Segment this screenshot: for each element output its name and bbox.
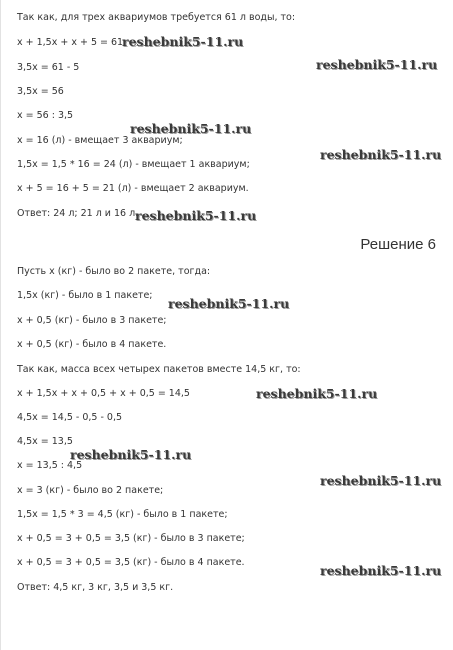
equation-line: 1,5x = 1,5 * 3 = 4,5 (кг) - было в 1 пакете; [17,509,228,520]
equation-line: x + 0,5 (кг) - было в 3 пакете; [17,315,167,326]
equation-line: x + 1,5x + x + 0,5 + x + 0,5 = 14,5 [17,388,190,399]
equation-line: 1,5x (кг) - было в 1 пакете; [17,290,153,301]
equation-line: x + 0,5 = 3 + 0,5 = 3,5 (кг) - было в 3 пакете; [17,533,245,544]
watermark: reshebnik5-11.ru [256,386,378,401]
watermark: reshebnik5-11.ru [316,57,438,72]
watermark: reshebnik5-11.ru [70,447,192,462]
watermark: reshebnik5-11.ru [130,121,252,136]
answer-line: Ответ: 4,5 кг, 3 кг, 3,5 и 3,5 кг. [17,582,174,593]
watermark: reshebnik5-11.ru [320,473,442,488]
equation-line: x = 3 (кг) - было во 2 пакете; [17,485,164,496]
text-line: Так как, масса всех четырех пакетов вместе 14,5 кг, то: [17,364,301,375]
answer-line: Ответ: 24 л; 21 л и 16 л. [17,208,139,219]
equation-line: x + 0,5 = 3 + 0,5 = 3,5 (кг) - было в 4 пакете. [17,557,245,568]
equation-line: x + 0,5 (кг) - было в 4 пакете. [17,339,167,350]
equation-line: 1,5x = 1,5 * 16 = 24 (л) - вмещает 1 аквариум; [17,159,250,170]
watermark: reshebnik5-11.ru [122,34,244,49]
equation-line: 4,5x = 14,5 - 0,5 - 0,5 [17,412,123,423]
watermark: reshebnik5-11.ru [320,147,442,162]
equation-line: x = 13,5 : 4,5 [17,460,83,471]
equation-line: 3,5x = 61 - 5 [17,62,80,73]
watermark: reshebnik5-11.ru [168,296,290,311]
equation-line: x = 56 : 3,5 [17,110,74,121]
equation-line: x = 16 (л) - вмещает 3 аквариум; [17,135,183,146]
equation-line: x + 1,5x + x + 5 = 61 [17,37,124,48]
equation-line: 4,5x = 13,5 [17,436,73,447]
watermark: reshebnik5-11.ru [320,563,442,578]
left-border [0,0,1,650]
equation-line: 3,5x = 56 [17,86,64,97]
text-line: Пусть x (кг) - было во 2 пакете, тогда: [17,266,211,277]
equation-line: x + 5 = 16 + 5 = 21 (л) - вмещает 2 аквариум. [17,183,249,194]
watermark: reshebnik5-11.ru [135,208,257,223]
solution-heading: Решение 6 [360,236,436,253]
text-line: Так как, для трех аквариумов требуется 61 л воды, то: [17,12,296,23]
